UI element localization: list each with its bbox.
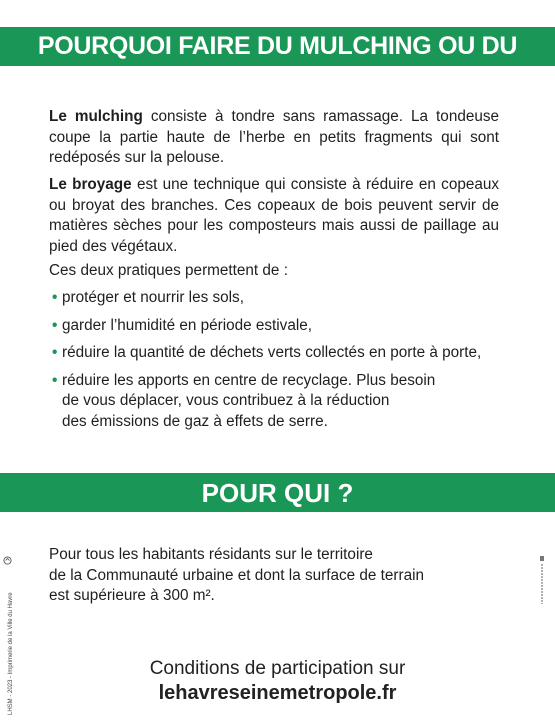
section-title-for-whom: POUR QUI ? [201, 478, 354, 508]
bullet-icon: • [52, 316, 58, 334]
list-item: • réduire la quantité de déchets verts collectés en porte à porte, [49, 343, 509, 364]
section-banner-for-whom [0, 473, 555, 512]
eligibility-text: Pour tous les habitants résidants sur le territoire de la Communauté urbaine et dont la surface de terrain est supérieure à 300 m². [49, 546, 424, 604]
list-item: • garder l’humidité en période estivale, [49, 316, 509, 337]
mulching-description: consiste à tondre sans ramassage. La tondeuse coupe la partie haute de l’herbe en petits fragments qui sont redéposés sur la pelouse. [49, 108, 500, 166]
broyage-paragraph [49, 175, 499, 257]
paper-label-icon [538, 556, 546, 606]
print-credit: LHSM - 2023 - Imprimerie de la Ville du Havre [8, 592, 14, 715]
section-banner-why [0, 27, 555, 99]
section-title-why: POURQUOI FAIRE DU MULCHING OU DU BROYAGE ? [37, 32, 518, 99]
conditions-text: Conditions de participation sur [149, 658, 406, 679]
bullet-icon: • [52, 289, 58, 306]
broyage-term: Le broyage [49, 176, 132, 193]
list-item: • réduire les apports en centre de recyclage. Plus besoin de vous déplacer, vous contribuez à la réduction des émissions de gaz à effets de serre. [52, 371, 436, 430]
bullet-icon: • [52, 344, 58, 361]
bullet-icon: • [52, 371, 58, 389]
website-link[interactable]: lehavreseinemetropole.fr [158, 682, 397, 704]
benefits-list [49, 288, 509, 439]
list-item: • protéger et nourrir les sols, [49, 288, 509, 309]
broyage-description: est une technique qui consiste à réduire en copeaux ou broyat des branches. Ces copeaux de bois peuvent servir de matières sèches pour les composteurs mais aussi de paillage au pied des végétaux. [49, 176, 500, 255]
practices-intro: Ces deux pratiques permettent de : [49, 262, 288, 279]
mulching-term: Le mulching [49, 108, 143, 125]
mulching-paragraph [49, 107, 499, 169]
